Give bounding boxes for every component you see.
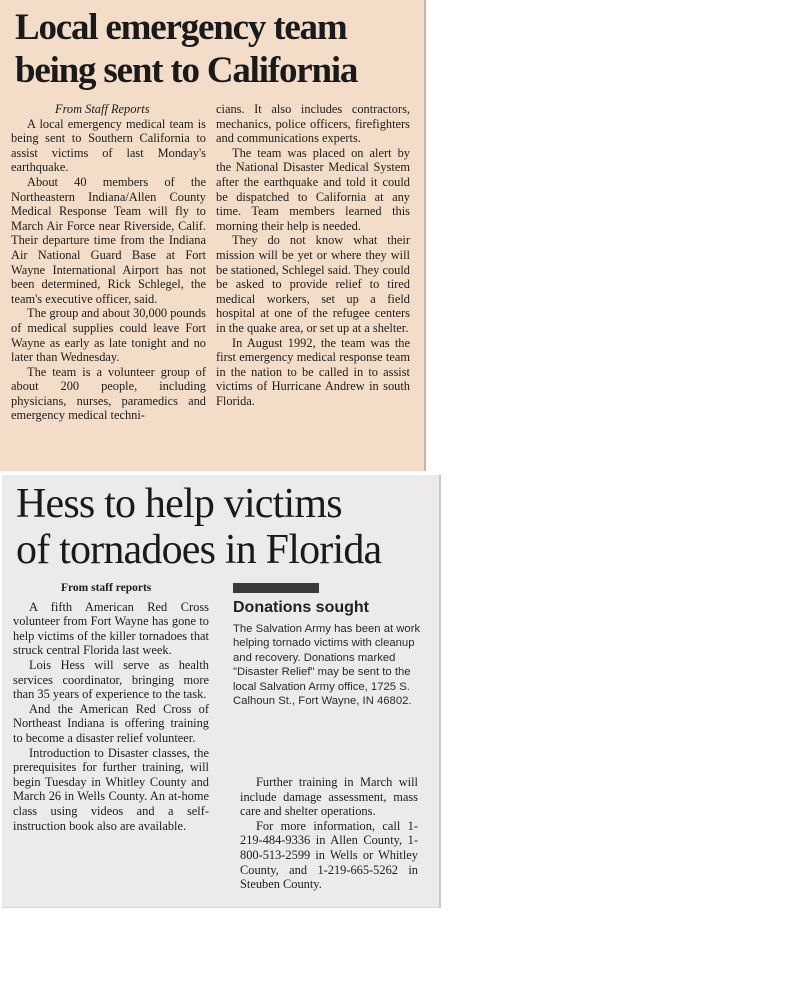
sidebar-body: The Salvation Army has been at work helping tornado victims with cleanup and recovery. Donations marked "Disaster Relief" may be sent to the local Salvation Army office, 1725 S. Calhoun St., Fort Wayne, IN 46802. [233, 623, 421, 708]
byline: From Staff Reports [55, 102, 150, 116]
article-column-1 [13, 581, 209, 833]
paragraph: Introduction to Disaster classes, the prerequisites for further training, will begin Tuesday in Whitley County and March 26 in Wells County. An at-home class using videos and a self-instruction book also are available. [13, 745, 209, 833]
paragraph: A local emergency medical team is being sent to Southern California to assist victims of last Monday's earthquake. [11, 116, 206, 175]
headline-line-2: of tornadoes in Florida [16, 527, 382, 573]
paragraph: cians. It also includes contractors, mechanics, police officers, firefighters and communications experts. [216, 102, 410, 146]
sidebar-title: Donations sought [233, 599, 369, 616]
paragraph: For more information, call 1-219-484-9336 in Allen County, 1-800-513-2599 in Wells or Whitley County, and 1-219-665-5262 in Steuben County. [240, 818, 418, 892]
headline-line-2: being sent to California [15, 50, 358, 91]
paragraph: Further training in March will include damage assessment, mass care and shelter operations. [240, 775, 418, 819]
byline: From staff reports [61, 582, 152, 594]
clipping-florida [2, 475, 441, 908]
clipping-california [0, 0, 426, 471]
sidebar-rule [233, 583, 319, 593]
paragraph: The team was placed on alert by the National Disaster Medical System after the earthquake and told it could be dispatched to California at any time. Team members learned this morning their help is needed. [216, 145, 410, 233]
paragraph: Lois Hess will serve as health services coordinator, bringing more than 35 years of experience to the task. [13, 657, 209, 702]
paragraph: The team is a volunteer group of about 200 people, including physicians, nurses, paramedics and emergency medical techni- [11, 364, 206, 423]
paragraph: A fifth American Red Cross volunteer from Fort Wayne has gone to help victims of the killer tornadoes that struck central Florida last week. [13, 599, 209, 658]
paragraph: In August 1992, the team was the first emergency medical response team in the nation to be called in to assist victims of Hurricane Andrew in south Florida. [216, 335, 410, 408]
paragraph: They do not know what their mission will be yet or where they will be stationed, Schlegel said. They could be asked to provide relief to tired medical workers, set up a field hospital at one of the refugee centers in the quake area, or set up at a shelter. [216, 233, 410, 335]
article-column-1 [11, 102, 206, 423]
article-column-2 [216, 102, 410, 408]
headline-line-1: Hess to help victims [16, 481, 342, 527]
paragraph: And the American Red Cross of Northeast Indiana is offering training to become a disaster relief volunteer. [13, 701, 209, 745]
paragraph: The group and about 30,000 pounds of medical supplies could leave Fort Wayne as early as late tonight and no later than Wednesday. [11, 306, 206, 365]
headline-line-1: Local emergency team [15, 7, 347, 48]
article-column-2 [240, 775, 418, 892]
paragraph: About 40 members of the Northeastern Indiana/Allen County Medical Response Team will fly to March Air Force near Riverside, Calif. Their departure time from the Indiana Air National Guard Base at Fort Wayne International Airport has not been determined, Rick Schlegel, the team's executive officer, said. [11, 174, 206, 306]
